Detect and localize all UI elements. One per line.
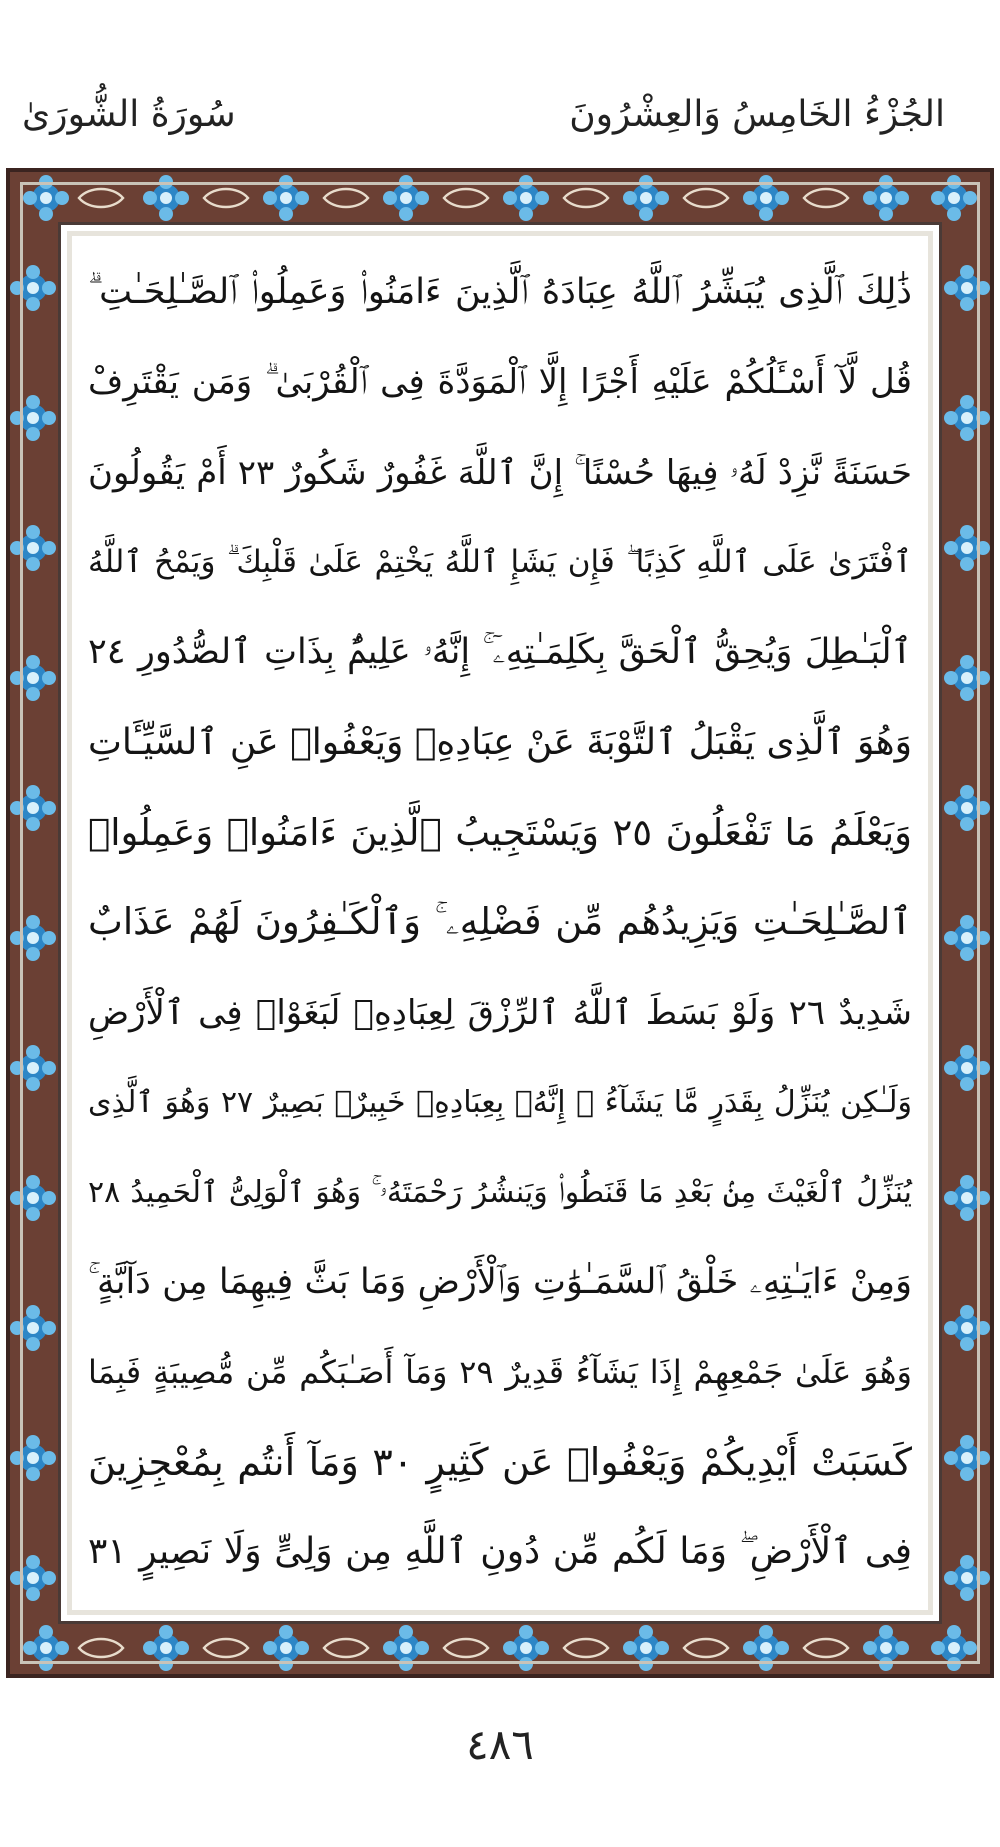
page-number: ٤٨٦ [466, 1720, 534, 1769]
verse-line: ذَٰلِكَ ٱلَّذِى يُبَشِّرُ ٱللَّهُ عِبَادَهُ ٱلَّذِينَ ءَامَنُوا۟ وَعَمِلُوا۟ ٱلصَّـٰلِحَـٰتِ ۗ [88, 272, 912, 312]
verse-line: قُل لَّآ أَسْـَٔلُكُمْ عَلَيْهِ أَجْرًا إِلَّا ٱلْمَوَدَّةَ فِى ٱلْقُرْبَىٰ ۗ وَمَن يَقْتَرِفْ [88, 362, 912, 402]
verse-line: وَهُوَ عَلَىٰ جَمْعِهِمْ إِذَا يَشَآءُ قَدِيرٌ ٢٩ وَمَآ أَصَـٰبَكُم مِّن مُّصِيبَةٍ فَبِمَا [88, 1353, 913, 1391]
page-header [0, 0, 1000, 170]
surah-name: سُورَةُ الشُّورَىٰ [22, 94, 236, 135]
verse-line: فِى ٱلْأَرْضِ ۖ وَمَا لَكُم مِّن دُونِ ٱللَّهِ مِن وَلِىٍّ وَلَا نَصِيرٍ ٣١ [88, 1531, 912, 1572]
verse-line: ٱلْبَـٰطِلَ وَيُحِقُّ ٱلْحَقَّ بِكَلِمَـٰتِهِۦٓ ۚ إِنَّهُۥ عَلِيمٌۢ بِذَاتِ ٱلصُّدُورِ ٢٤ [88, 632, 912, 672]
verse-line: وَهُوَ ٱلَّذِى يَقْبَلُ ٱلتَّوْبَةَ عَنْ عِبَادِهِۦ وَيَعْفُوا۟ عَنِ ٱلسَّيِّـَٔاتِ [87, 721, 912, 763]
verse-line: يُنَزِّلُ ٱلْغَيْثَ مِنۢ بَعْدِ مَا قَنَطُوا۟ وَيَنشُرُ رَحْمَتَهُۥ ۚ وَهُوَ ٱلْوَلِىُّ ٱلْحَمِيدُ ٢٨ [88, 1174, 912, 1210]
verse-text-area [88, 246, 912, 1596]
verse-line: ٱفْتَرَىٰ عَلَى ٱللَّهِ كَذِبًا ۖ فَإِن يَشَإِ ٱللَّهُ يَخْتِمْ عَلَىٰ قَلْبِكَ ۗ وَيَمْحُ ٱللَّهُ [88, 543, 912, 580]
verse-line: حَسَنَةً نَّزِدْ لَهُۥ فِيهَا حُسْنًا ۚ إِنَّ ٱللَّهَ غَفُورٌ شَكُورٌ ٢٣ أَمْ يَقُولُونَ [88, 452, 912, 493]
verse-line: وَيَعْلَمُ مَا تَفْعَلُونَ ٢٥ وَيَسْتَجِيبُ ٱلَّذِينَ ءَامَنُوا۟ وَعَمِلُوا۟ [88, 810, 912, 854]
verse-line: شَدِيدٌ ٢٦ وَلَوْ بَسَطَ ٱللَّهُ ٱلرِّزْقَ لِعِبَادِهِۦ لَبَغَوْا۟ فِى ٱلْأَرْضِ [88, 992, 912, 1033]
verse-line: كَسَبَتْ أَيْدِيكُمْ وَيَعْفُوا۟ عَن كَثِيرٍ ٣٠ وَمَآ أَنتُم بِمُعْجِزِينَ [88, 1440, 912, 1484]
verse-line: وَلَـٰكِن يُنَزِّلُ بِقَدَرٍ مَّا يَشَآءُ ۚ إِنَّهُۥ بِعِبَادِهِۦ خَبِيرٌۢ بَصِيرٌ ٢٧ وَهُوَ ٱلَّذِى [88, 1084, 913, 1120]
verse-line: وَمِنْ ءَايَـٰتِهِۦ خَلْقُ ٱلسَّمَـٰوَٰتِ وَٱلْأَرْضِ وَمَا بَثَّ فِيهِمَا مِن دَآبَّةٍ ۚ [88, 1262, 912, 1302]
juz-name: الجُزْءُ الخَامِسُ وَالعِشْرُونَ [569, 94, 945, 135]
verse-line: ٱلصَّـٰلِحَـٰتِ وَيَزِيدُهُم مِّن فَضْلِهِۦ ۚ وَٱلْكَـٰفِرُونَ لَهُمْ عَذَابٌ [88, 900, 912, 943]
